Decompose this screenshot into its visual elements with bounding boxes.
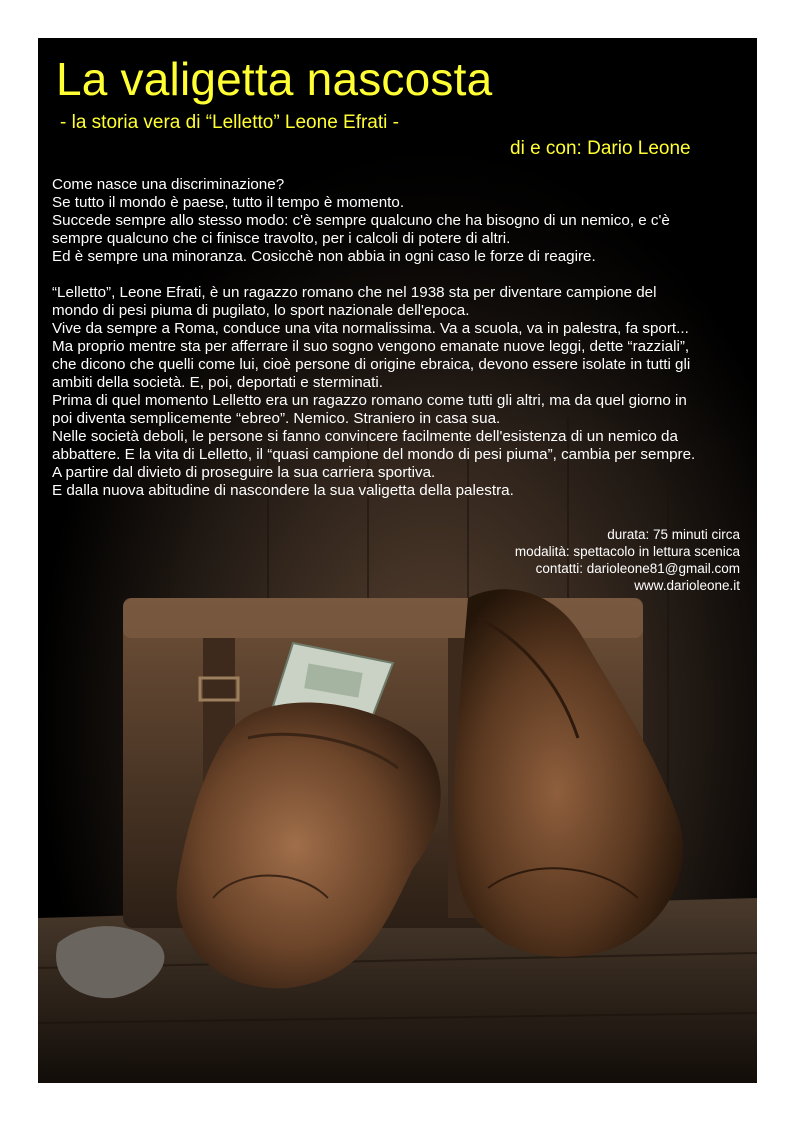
text-line: che dicono che quelli come lui, cioè persone di origine ebraica, devono essere isolate in tutti gli — [52, 356, 691, 373]
story-paragraph — [52, 284, 742, 500]
text-line: poi diventa semplicemente “ebreo”. Nemico. Straniero in casa sua. — [52, 410, 501, 427]
text-line: Prima di quel momento Lelletto era un ragazzo romano come tutti gli altri, ma da quel giorno in — [52, 392, 687, 409]
poster-title: La valigetta nascosta — [56, 53, 493, 105]
show-info — [515, 526, 740, 594]
text-line: abbattere. E la vita di Lelletto, il “quasi campione del mondo di pesi piuma”, cambia per sempre. — [52, 446, 696, 463]
text-line: A partire dal divieto di proseguire la sua carriera sportiva. — [52, 464, 436, 481]
duration-info: durata: 75 minuti circa — [607, 527, 740, 542]
text-line: Come nasce una discriminazione? — [52, 176, 285, 193]
story-text — [52, 176, 742, 518]
mode-info: modalità: spettacolo in lettura scenica — [514, 544, 740, 559]
text-line: Ed è sempre una minoranza. Cosicchè non abbia in ogni caso le forze di reagire. — [52, 248, 596, 265]
website-link[interactable]: www.darioleone.it — [634, 578, 740, 593]
author-credit: di e con: Dario Leone — [510, 138, 691, 159]
text-line: Vive da sempre a Roma, conduce una vita normalissima. Va a scuola, va in palestra, fa sport... — [52, 320, 689, 337]
text-line: ambiti della società. E, poi, deportati e sterminati. — [52, 374, 383, 391]
text-line: Succede sempre allo stesso modo: c'è sempre qualcuno che ha bisogno di un nemico, e c'è — [52, 212, 670, 229]
text-line: “Lelletto”, Leone Efrati, è un ragazzo romano che nel 1938 sta per diventare campione del — [52, 284, 657, 301]
text-line: sempre qualcuno che ci finisce travolto, per i calcoli di potere di altri. — [52, 230, 511, 247]
text-line: Ma proprio mentre sta per afferrare il suo sogno vengono emanate nuove leggi, dette “razziali”, — [52, 338, 690, 355]
text-line: mondo di pesi piuma di pugilato, lo sport nazionale dell'epoca. — [52, 302, 470, 319]
text-line: Nelle società deboli, le persone si fanno convincere facilmente dell'esistenza di un nemico da — [52, 428, 678, 445]
text-line: Se tutto il mondo è paese, tutto il tempo è momento. — [52, 194, 405, 211]
contact-email: contatti: darioleone81@gmail.com — [535, 561, 740, 576]
poster-subtitle: - la storia vera di “Lelletto” Leone Efrati - — [60, 112, 399, 133]
intro-paragraph — [52, 176, 742, 266]
poster — [38, 38, 757, 1083]
text-line: E dalla nuova abitudine di nascondere la sua valigetta della palestra. — [52, 482, 514, 499]
